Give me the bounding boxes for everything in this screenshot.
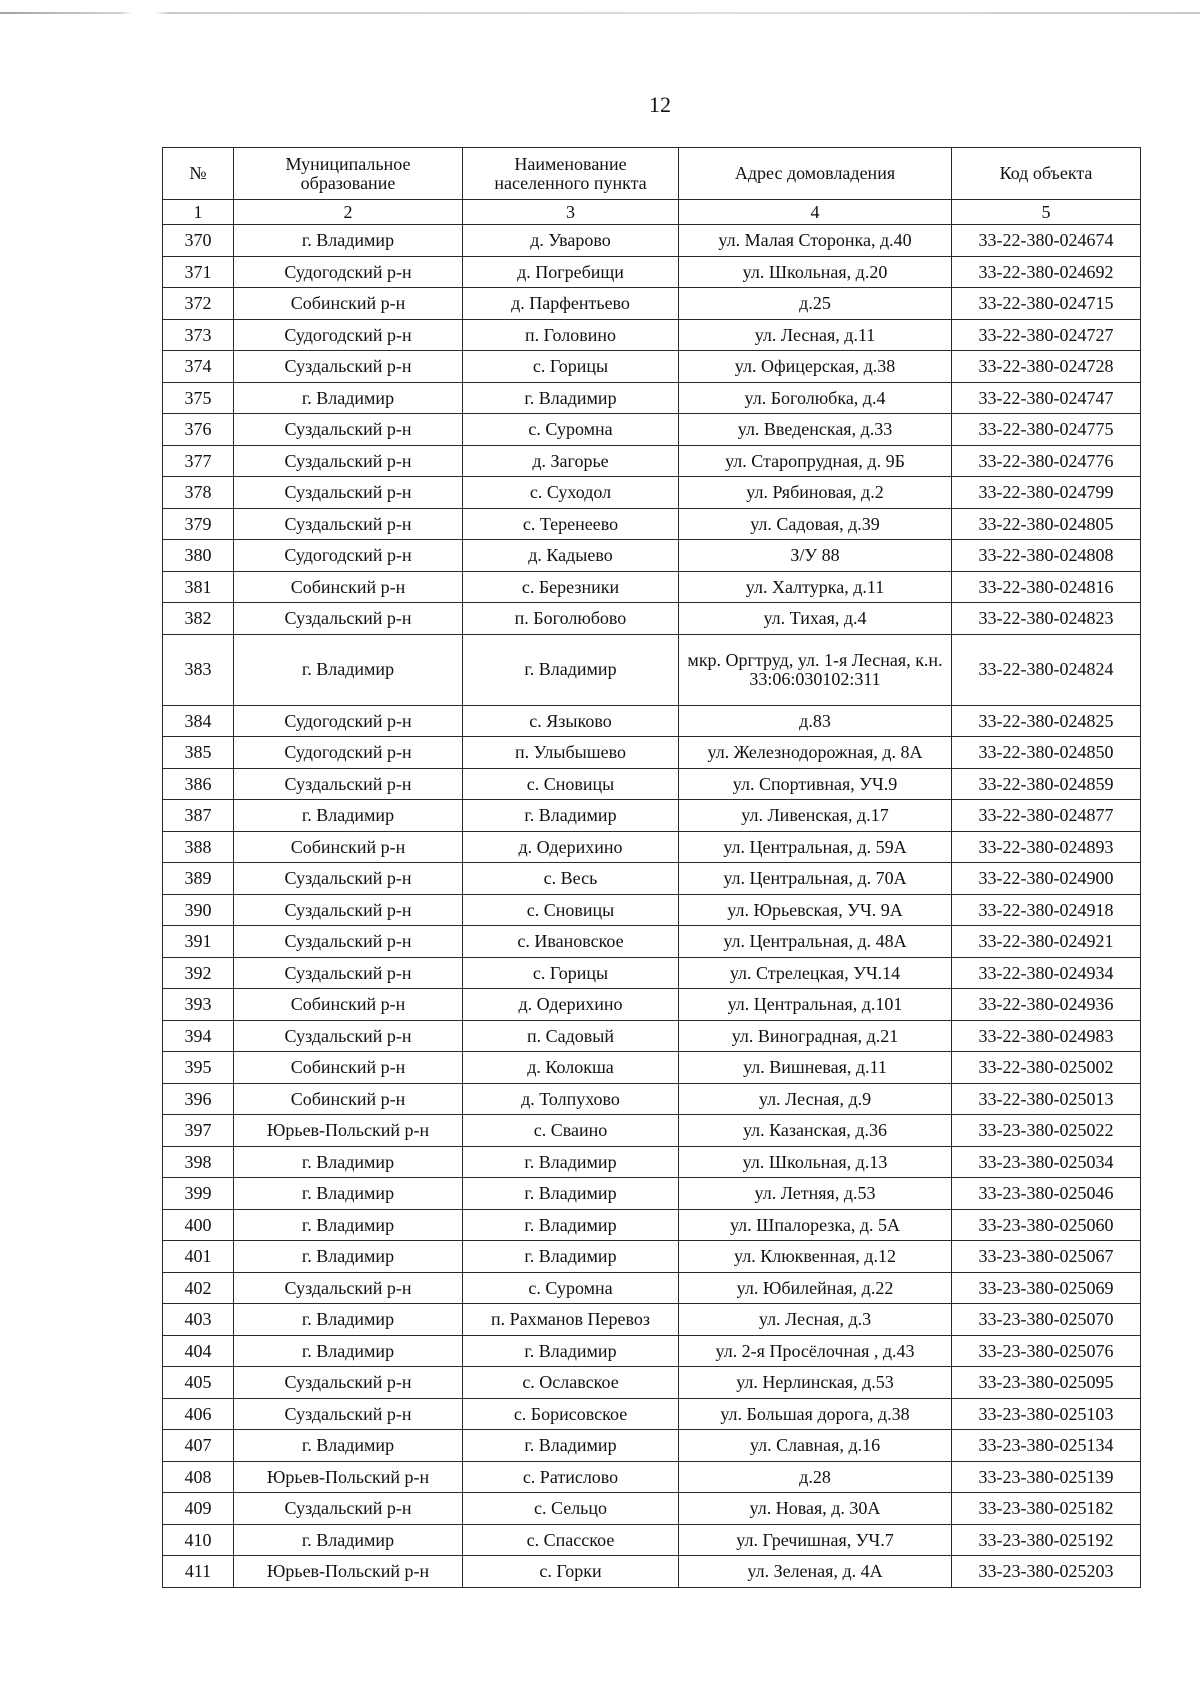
cell-settlement: г. Владимир [463,634,679,705]
cell-object-code: 33-22-380-024877 [952,800,1141,832]
table-row [163,445,1141,477]
cell-address: ул. Центральная, д. 59А [679,831,952,863]
cell-object-code: 33-22-380-024799 [952,477,1141,509]
cell-municipality: Суздальский р-н [234,1020,463,1052]
cell-address: ул. Центральная, д. 70А [679,863,952,895]
table-row [163,800,1141,832]
cell-number: 401 [163,1241,234,1273]
cell-number: 384 [163,705,234,737]
cell-object-code: 33-22-380-024824 [952,634,1141,705]
cell-municipality: Суздальский р-н [234,926,463,958]
cell-municipality: Судогодский р-н [234,540,463,572]
objects-table [162,147,1141,1588]
table-row [163,1020,1141,1052]
cell-address: ул. Нерлинская, д.53 [679,1367,952,1399]
cell-municipality: г. Владимир [234,382,463,414]
cell-object-code: 33-22-380-024776 [952,445,1141,477]
cell-object-code: 33-22-380-024825 [952,705,1141,737]
cell-address: ул. Лесная, д.11 [679,319,952,351]
cell-municipality: Суздальский р-н [234,863,463,895]
cell-address: ул. Старопрудная, д. 9Б [679,445,952,477]
cell-number: 377 [163,445,234,477]
cell-number: 387 [163,800,234,832]
cell-number: 383 [163,634,234,705]
header-settlement: Наименование населенного пункта [463,148,679,200]
cell-municipality: г. Владимир [234,1209,463,1241]
cell-number: 406 [163,1398,234,1430]
cell-municipality: Суздальский р-н [234,1367,463,1399]
table-row [163,603,1141,635]
cell-settlement: д. Одерихино [463,989,679,1021]
cell-address: ул. Малая Сторонка, д.40 [679,225,952,257]
cell-address: ул. Лесная, д.3 [679,1304,952,1336]
table-row [163,1493,1141,1525]
cell-number: 375 [163,382,234,414]
cell-address: ул. Шпалорезка, д. 5А [679,1209,952,1241]
cell-number: 389 [163,863,234,895]
cell-settlement: п. Рахманов Перевоз [463,1304,679,1336]
cell-number: 402 [163,1272,234,1304]
cell-address: ул. Рябиновая, д.2 [679,477,952,509]
cell-municipality: г. Владимир [234,1146,463,1178]
table-row [163,737,1141,769]
cell-number: 371 [163,256,234,288]
cell-municipality: Собинский р-н [234,1052,463,1084]
cell-number: 379 [163,508,234,540]
cell-municipality: Юрьев-Польский р-н [234,1461,463,1493]
table-header [163,148,1141,200]
cell-object-code: 33-22-380-025013 [952,1083,1141,1115]
cell-settlement: г. Владимир [463,1241,679,1273]
cell-number: 374 [163,351,234,383]
cell-municipality: г. Владимир [234,1335,463,1367]
cell-object-code: 33-22-380-024921 [952,926,1141,958]
cell-object-code: 33-22-380-024936 [952,989,1141,1021]
cell-municipality: Судогодский р-н [234,737,463,769]
cell-number: 376 [163,414,234,446]
cell-number: 380 [163,540,234,572]
cell-settlement: д. Уварово [463,225,679,257]
cell-municipality: Суздальский р-н [234,603,463,635]
table-row [163,1524,1141,1556]
cell-settlement: с. Горки [463,1556,679,1588]
cell-municipality: г. Владимир [234,634,463,705]
cell-object-code: 33-23-380-025203 [952,1556,1141,1588]
cell-object-code: 33-23-380-025182 [952,1493,1141,1525]
cell-object-code: 33-22-380-024983 [952,1020,1141,1052]
cell-object-code: 33-23-380-025067 [952,1241,1141,1273]
cell-object-code: 33-22-380-024775 [952,414,1141,446]
cell-address: д.25 [679,288,952,320]
cell-settlement: с. Суромна [463,414,679,446]
cell-municipality: Судогодский р-н [234,319,463,351]
table-row [163,768,1141,800]
cell-municipality: Суздальский р-н [234,1272,463,1304]
cell-municipality: Суздальский р-н [234,1493,463,1525]
table-row [163,926,1141,958]
table-row [163,1461,1141,1493]
cell-address: ул. Офицерская, д.38 [679,351,952,383]
cell-address: ул. Виноградная, д.21 [679,1020,952,1052]
table-row [163,319,1141,351]
table-row [163,477,1141,509]
cell-settlement: п. Головино [463,319,679,351]
scan-edge-line [0,12,1200,14]
table-body [163,200,1141,1588]
cell-settlement: г. Владимир [463,1209,679,1241]
objects-table-container [162,147,1140,1588]
column-number-row [163,200,1141,225]
cell-number: 373 [163,319,234,351]
cell-object-code: 33-23-380-025060 [952,1209,1141,1241]
cell-address: мкр. Оргтруд, ул. 1-я Лесная, к.н. 33:06:030102:311 [679,634,952,705]
header-object-code: Код объекта [952,148,1141,200]
table-row [163,634,1141,705]
cell-object-code: 33-22-380-024859 [952,768,1141,800]
table-row [163,1115,1141,1147]
cell-settlement: д. Одерихино [463,831,679,863]
table-row [163,288,1141,320]
cell-number: 393 [163,989,234,1021]
cell-settlement: п. Улыбышево [463,737,679,769]
cell-number: 395 [163,1052,234,1084]
table-row [163,1209,1141,1241]
cell-settlement: с. Сновицы [463,768,679,800]
cell-address: ул. Садовая, д.39 [679,508,952,540]
cell-settlement: с. Суходол [463,477,679,509]
cell-number: 404 [163,1335,234,1367]
header-municipality: Муниципальное образование [234,148,463,200]
cell-address: ул. Школьная, д.20 [679,256,952,288]
cell-municipality: г. Владимир [234,225,463,257]
cell-municipality: г. Владимир [234,1524,463,1556]
cell-municipality: Суздальский р-н [234,957,463,989]
table-row [163,1241,1141,1273]
cell-address: ул. Казанская, д.36 [679,1115,952,1147]
cell-address: д.28 [679,1461,952,1493]
header-address: Адрес домовладения [679,148,952,200]
cell-settlement: с. Сваино [463,1115,679,1147]
cell-municipality: Юрьев-Польский р-н [234,1115,463,1147]
cell-settlement: с. Ратислово [463,1461,679,1493]
cell-municipality: Собинский р-н [234,571,463,603]
cell-address: ул. Ливенская, д.17 [679,800,952,832]
cell-number: 400 [163,1209,234,1241]
table-row [163,1146,1141,1178]
page-number: 12 [649,92,671,117]
cell-settlement: г. Владимир [463,800,679,832]
cell-settlement: с. Суромна [463,1272,679,1304]
cell-number: 370 [163,225,234,257]
cell-municipality: Суздальский р-н [234,477,463,509]
cell-settlement: д. Загорье [463,445,679,477]
cell-address: ул. Юбилейная, д.22 [679,1272,952,1304]
table-row [163,1304,1141,1336]
table-row [163,894,1141,926]
cell-municipality: Собинский р-н [234,288,463,320]
cell-object-code: 33-22-380-024747 [952,382,1141,414]
cell-object-code: 33-23-380-025070 [952,1304,1141,1336]
column-number: 3 [463,200,679,225]
table-row [163,508,1141,540]
table-row [163,1367,1141,1399]
cell-number: 403 [163,1304,234,1336]
cell-address: ул. Центральная, д.101 [679,989,952,1021]
cell-object-code: 33-22-380-024816 [952,571,1141,603]
column-number: 4 [679,200,952,225]
cell-municipality: Собинский р-н [234,831,463,863]
cell-municipality: Суздальский р-н [234,445,463,477]
cell-address: ул. Школьная, д.13 [679,1146,952,1178]
cell-address: ул. Халтурка, д.11 [679,571,952,603]
cell-municipality: Суздальский р-н [234,768,463,800]
table-row [163,1272,1141,1304]
cell-settlement: д. Парфентьево [463,288,679,320]
cell-number: 399 [163,1178,234,1210]
cell-number: 378 [163,477,234,509]
cell-municipality: Суздальский р-н [234,894,463,926]
cell-settlement: д. Толпухово [463,1083,679,1115]
cell-number: 396 [163,1083,234,1115]
table-row [163,1430,1141,1462]
cell-municipality: г. Владимир [234,1241,463,1273]
cell-settlement: д. Кадыево [463,540,679,572]
cell-address: ул. Юрьевская, УЧ. 9А [679,894,952,926]
cell-address: ул. Центральная, д. 48А [679,926,952,958]
table-row [163,705,1141,737]
cell-settlement: г. Владимир [463,1335,679,1367]
cell-address: ул. Вишневая, д.11 [679,1052,952,1084]
cell-number: 408 [163,1461,234,1493]
cell-number: 397 [163,1115,234,1147]
table-row [163,256,1141,288]
cell-address: З/У 88 [679,540,952,572]
cell-object-code: 33-22-380-024934 [952,957,1141,989]
cell-municipality: Суздальский р-н [234,351,463,383]
cell-number: 394 [163,1020,234,1052]
table-row [163,1335,1141,1367]
table-row [163,225,1141,257]
cell-settlement: с. Языково [463,705,679,737]
cell-object-code: 33-22-380-024674 [952,225,1141,257]
cell-object-code: 33-23-380-025139 [952,1461,1141,1493]
cell-object-code: 33-22-380-024808 [952,540,1141,572]
cell-address: ул. Зеленая, д. 4А [679,1556,952,1588]
cell-number: 388 [163,831,234,863]
table-row [163,351,1141,383]
table-row [163,1083,1141,1115]
cell-settlement: с. Спасское [463,1524,679,1556]
table-row [163,1178,1141,1210]
cell-address: ул. Тихая, д.4 [679,603,952,635]
cell-number: 391 [163,926,234,958]
cell-municipality: г. Владимир [234,1430,463,1462]
cell-municipality: Собинский р-н [234,989,463,1021]
cell-object-code: 33-22-380-024900 [952,863,1141,895]
cell-number: 381 [163,571,234,603]
cell-municipality: Юрьев-Польский р-н [234,1556,463,1588]
column-number: 1 [163,200,234,225]
cell-municipality: Собинский р-н [234,1083,463,1115]
cell-municipality: г. Владимир [234,1304,463,1336]
cell-object-code: 33-22-380-024823 [952,603,1141,635]
cell-address: ул. Летняя, д.53 [679,1178,952,1210]
cell-municipality: Суздальский р-н [234,414,463,446]
cell-number: 386 [163,768,234,800]
table-row [163,1398,1141,1430]
cell-address: ул. Боголюбка, д.4 [679,382,952,414]
cell-number: 398 [163,1146,234,1178]
cell-number: 407 [163,1430,234,1462]
cell-address: д.83 [679,705,952,737]
cell-object-code: 33-22-380-024918 [952,894,1141,926]
cell-object-code: 33-23-380-025095 [952,1367,1141,1399]
cell-object-code: 33-23-380-025069 [952,1272,1141,1304]
cell-object-code: 33-23-380-025022 [952,1115,1141,1147]
cell-municipality: г. Владимир [234,800,463,832]
cell-number: 392 [163,957,234,989]
cell-settlement: с. Ивановское [463,926,679,958]
cell-settlement: с. Ославское [463,1367,679,1399]
table-row [163,1052,1141,1084]
cell-number: 385 [163,737,234,769]
cell-object-code: 33-23-380-025134 [952,1430,1141,1462]
cell-number: 411 [163,1556,234,1588]
table-row [163,540,1141,572]
cell-number: 382 [163,603,234,635]
cell-address: ул. Спортивная, УЧ.9 [679,768,952,800]
cell-address: ул. Славная, д.16 [679,1430,952,1462]
cell-settlement: г. Владимир [463,1430,679,1462]
table-row [163,989,1141,1021]
cell-number: 410 [163,1524,234,1556]
cell-settlement: д. Погребищи [463,256,679,288]
cell-object-code: 33-23-380-025076 [952,1335,1141,1367]
cell-settlement: с. Горицы [463,957,679,989]
cell-address: ул. Введенская, д.33 [679,414,952,446]
cell-settlement: с. Теренеево [463,508,679,540]
cell-address: ул. Большая дорога, д.38 [679,1398,952,1430]
table-row [163,831,1141,863]
table-row [163,957,1141,989]
table-row [163,571,1141,603]
cell-number: 405 [163,1367,234,1399]
cell-object-code: 33-22-380-024728 [952,351,1141,383]
cell-number: 409 [163,1493,234,1525]
table-row [163,863,1141,895]
column-number: 5 [952,200,1141,225]
cell-object-code: 33-23-380-025192 [952,1524,1141,1556]
cell-object-code: 33-23-380-025046 [952,1178,1141,1210]
cell-settlement: п. Садовый [463,1020,679,1052]
cell-municipality: г. Владимир [234,1178,463,1210]
cell-object-code: 33-22-380-024692 [952,256,1141,288]
cell-object-code: 33-22-380-024893 [952,831,1141,863]
cell-object-code: 33-23-380-025103 [952,1398,1141,1430]
cell-municipality: Судогодский р-н [234,256,463,288]
cell-object-code: 33-22-380-025002 [952,1052,1141,1084]
cell-number: 390 [163,894,234,926]
cell-object-code: 33-23-380-025034 [952,1146,1141,1178]
table-row [163,414,1141,446]
cell-settlement: с. Весь [463,863,679,895]
cell-settlement: с. Сельцо [463,1493,679,1525]
cell-settlement: п. Боголюбово [463,603,679,635]
cell-address: ул. Железнодорожная, д. 8А [679,737,952,769]
cell-settlement: с. Борисовское [463,1398,679,1430]
table-row [163,1556,1141,1588]
cell-address: ул. Гречишная, УЧ.7 [679,1524,952,1556]
cell-settlement: с. Горицы [463,351,679,383]
cell-object-code: 33-22-380-024805 [952,508,1141,540]
cell-settlement: с. Сновицы [463,894,679,926]
cell-settlement: д. Колокша [463,1052,679,1084]
cell-object-code: 33-22-380-024727 [952,319,1141,351]
cell-address: ул. Клюквенная, д.12 [679,1241,952,1273]
cell-settlement: г. Владимир [463,1178,679,1210]
header-number: № [163,148,234,200]
cell-address: ул. 2-я Просёлочная , д.43 [679,1335,952,1367]
cell-settlement: с. Березники [463,571,679,603]
cell-object-code: 33-22-380-024715 [952,288,1141,320]
cell-settlement: г. Владимир [463,1146,679,1178]
table-row [163,382,1141,414]
cell-settlement: г. Владимир [463,382,679,414]
header-row [163,148,1141,200]
cell-address: ул. Стрелецкая, УЧ.14 [679,957,952,989]
cell-municipality: Суздальский р-н [234,1398,463,1430]
cell-address: ул. Лесная, д.9 [679,1083,952,1115]
cell-object-code: 33-22-380-024850 [952,737,1141,769]
cell-municipality: Суздальский р-н [234,508,463,540]
cell-municipality: Судогодский р-н [234,705,463,737]
cell-address: ул. Новая, д. 30А [679,1493,952,1525]
cell-number: 372 [163,288,234,320]
column-number: 2 [234,200,463,225]
